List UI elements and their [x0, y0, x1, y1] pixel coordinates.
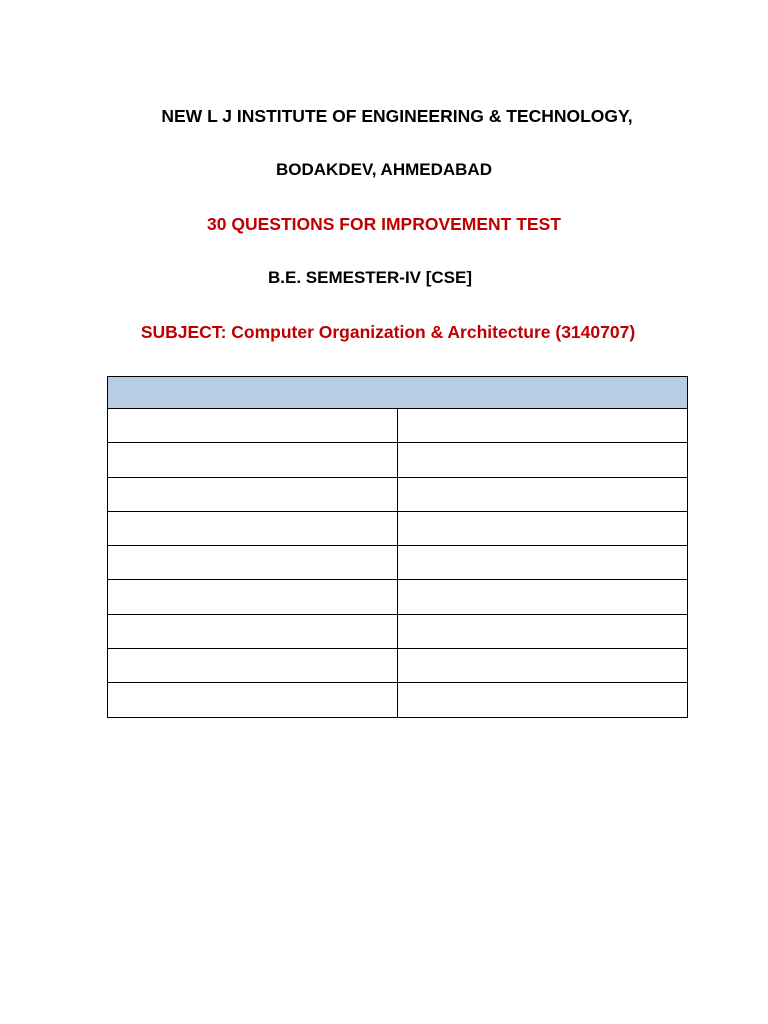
table-row — [108, 580, 688, 614]
table-header-row — [108, 377, 688, 409]
question-text-cell — [398, 511, 688, 545]
question-number-cell — [108, 614, 398, 648]
table-row — [108, 546, 688, 580]
institute-name: NEW L J INSTITUTE OF ENGINEERING & TECHNOLOGY, — [161, 106, 633, 126]
question-number-cell — [108, 443, 398, 477]
question-number-cell — [108, 649, 398, 683]
question-text-cell — [398, 546, 688, 580]
question-number-cell — [108, 546, 398, 580]
question-text-cell — [398, 580, 688, 614]
table-row — [108, 511, 688, 545]
question-number-cell — [108, 409, 398, 443]
subject-heading: SUBJECT: Computer Organization & Architecture (3140707) — [140, 322, 636, 342]
question-text-cell — [398, 409, 688, 443]
question-text-cell — [398, 683, 688, 717]
question-number-cell — [108, 477, 398, 511]
question-text-cell — [398, 614, 688, 648]
institute-location: BODAKDEV, AHMEDABAD — [276, 160, 492, 179]
question-number-cell — [108, 511, 398, 545]
table-row — [108, 477, 688, 511]
question-number-cell — [108, 580, 398, 614]
semester-heading: B.E. SEMESTER-IV [CSE] — [267, 268, 473, 287]
table-header-cell — [108, 377, 688, 409]
question-text-cell — [398, 443, 688, 477]
table-row — [108, 443, 688, 477]
question-text-cell — [398, 649, 688, 683]
question-text-cell — [398, 477, 688, 511]
question-number-cell — [108, 683, 398, 717]
test-title: 30 QUESTIONS FOR IMPROVEMENT TEST — [207, 214, 561, 234]
table-row — [108, 409, 688, 443]
table-row — [108, 683, 688, 717]
table-row — [108, 614, 688, 648]
table-row — [108, 649, 688, 683]
questions-table — [107, 376, 688, 718]
